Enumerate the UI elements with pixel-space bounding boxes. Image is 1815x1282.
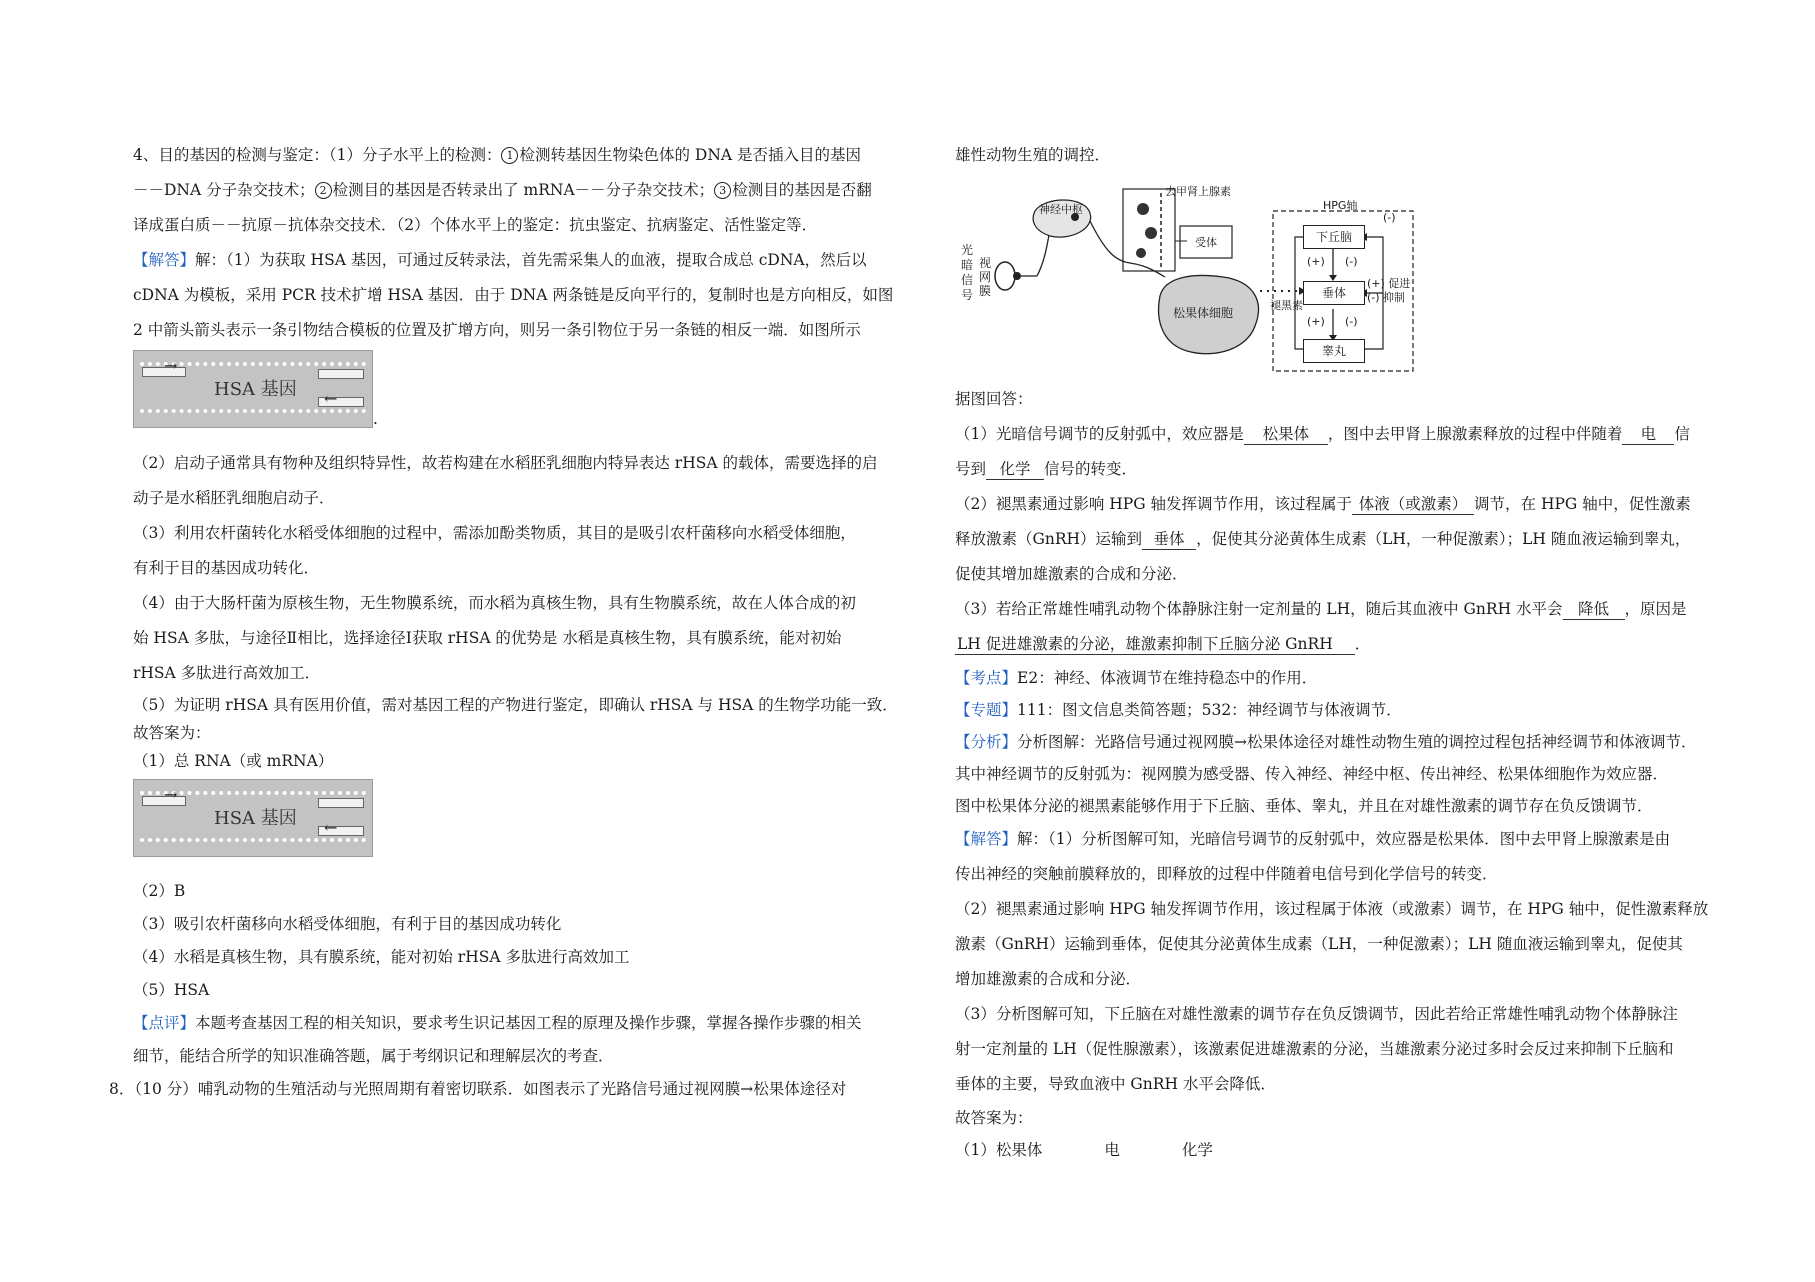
- q2-line-1: （2）褪黑素通过影响 HPG 轴发挥调节作用，该过程属于 体液（或激素） 调节，在 HPG 轴中，促性激素: [955, 495, 1691, 513]
- answer-3: （3）吸引农杆菌移向水稻受体细胞，有利于目的基因成功转化: [133, 915, 562, 933]
- paragraph-4-line-3: 译成蛋白质－－抗原－抗体杂交技术．（2）个体水平上的鉴定：抗虫鉴定、抗病鉴定、活性鉴定等．: [133, 216, 818, 234]
- question-8-line-1: 8．（10 分）哺乳动物的生殖活动与光照周期有着密切联系．如图表示了光路信号通过视网膜→松果体途径对: [109, 1080, 847, 1098]
- q3-line-2: LH 促进雄激素的分泌，雄激素抑制下丘脑分泌 GnRH ．: [957, 635, 1371, 653]
- section-3-line-1: （3）利用农杆菌转化水稻受体细胞的过程中，需添加酚类物质，其目的是吸引农杆菌移向水稻受体细胞，: [133, 524, 856, 542]
- q1-line-1: （1）光暗信号调节的反射弧中，效应器是 松果体 ，图中去甲肾上腺激素释放的过程中伴随着 电 信: [955, 425, 1690, 443]
- answer-line-2: cDNA 为模板，采用 PCR 技术扩增 HSA 基因．由于 DNA 两条链是反向平行的，复制时也是方向相反，如图: [133, 286, 894, 304]
- solution-line-1: 【解答】解：（1）分析图解可知，光暗信号调节的反射弧中，效应器是松果体．图中去甲肾上腺激素是由: [955, 830, 1671, 848]
- hsa-gene-label-1: HSA 基因: [214, 379, 297, 400]
- pineal-cell-label: 松果体细胞: [1173, 306, 1234, 320]
- hypothalamus-box: 下丘脑: [1303, 225, 1365, 249]
- solution-line-6: （3）分析图解可知，下丘脑在对雄性激素的调节存在负反馈调节，因此若给正常雄性哺乳动物个体静脉注: [955, 1005, 1678, 1023]
- analysis-line-3: 图中松果体分泌的褪黑素能够作用于下丘脑、垂体、睾丸，并且在对雄性激素的调节存在负反馈调节．: [955, 797, 1653, 815]
- plus-sign-1: (+): [1307, 255, 1325, 268]
- blank-q1-chemical: 化学: [986, 459, 1044, 480]
- analysis-tag: 【分析】: [955, 733, 1018, 751]
- topic-line: 【专题】111：图文信息类简答题；532：神经调节与体液调节．: [955, 701, 1402, 719]
- section-5-line-1: （5）为证明 rHSA 具有医用价值，需对基因工程的产物进行鉴定，即确认 rHSA 与 HSA 的生物学功能一致．: [133, 696, 898, 714]
- section-4-line-2: 始 HSA 多肽，与途径Ⅱ相比，选择途径Ⅰ获取 rHSA 的优势是 水稻是真核生物，具有膜系统，能对初始: [133, 629, 842, 647]
- blank-q2-target: 垂体: [1142, 529, 1196, 550]
- question-8-line-2: 雄性动物生殖的调控．: [955, 146, 1111, 164]
- hpg-axis-diagram: [955, 181, 1425, 376]
- legend-inhibit: (-) 抑制: [1367, 291, 1406, 304]
- analysis-line-1: 【分析】分析图解：光路信号通过视网膜→松果体途径对雄性动物生殖的调控过程包括神经调节和体液调节．: [955, 733, 1697, 751]
- answer-line-3: 2 中箭头箭头表示一条引物结合模板的位置及扩增方向，则另一条引物位于另一条链的相反一端．如图所示: [133, 321, 861, 339]
- minus-sign-1: (-): [1345, 255, 1358, 268]
- blank-q2-regulation: 体液（或激素）: [1352, 494, 1474, 515]
- minus-sign-2: (-): [1345, 315, 1358, 328]
- solution-line-7: 射一定剂量的 LH（促性腺激素），该激素促进雄激素的分泌，当雄激素分泌过多时会反过来抑制下丘脑和: [955, 1040, 1674, 1058]
- section-3-line-2: 有利于目的基因成功转化．: [133, 559, 320, 577]
- arrow-right-icon: →: [164, 785, 178, 804]
- paragraph-4-line-2: －－DNA 分子杂交技术； 2 检测目的基因是否转录出了 mRNA－－分子杂交技术； 3 检测目的基因是否翻: [133, 181, 872, 199]
- intro-line: 据图回答：: [955, 390, 1033, 408]
- trailing-period: .: [373, 410, 378, 428]
- nerve-center-label: 神经中枢: [1039, 203, 1083, 216]
- answers-title: 故答案为：: [955, 1109, 1033, 1127]
- plus-sign-2: (+): [1307, 315, 1325, 328]
- comment-line-2: 细节，能结合所学的知识准确答题，属于考纲识记和理解层次的考查．: [133, 1047, 614, 1065]
- legend-promote: (+) 促进: [1367, 277, 1411, 290]
- pituitary-box: 垂体: [1303, 281, 1365, 305]
- left-column: [109, 138, 903, 1106]
- strand-bottom: [140, 409, 366, 413]
- hsa-gene-label-2: HSA 基因: [214, 808, 297, 829]
- q2-line-2: 释放激素（GnRH）运输到 垂体 ，促使其分泌黄体生成素（LH，一种促激素）；LH 随血液运输到睾丸，: [955, 530, 1691, 548]
- solution-line-3: （2）褪黑素通过影响 HPG 轴发挥调节作用，该过程属于体液（或激素）调节，在 HPG 轴中，促性激素释放: [955, 900, 1709, 918]
- answer-5: （5）HSA: [133, 981, 210, 999]
- answer-tag: 【解答】: [133, 251, 196, 269]
- solution-line-4: 激素（GnRH）运输到垂体，促使其分泌黄体生成素（LH，一种促激素）；LH 随血液运输到睾丸，促使其: [955, 935, 1683, 953]
- section-4-line-1: （4）由于大肠杆菌为原核生物，无生物膜系统，而水稻为真核生物，具有生物膜系统，故在人体合成的初: [133, 594, 856, 612]
- hsa-gene-photo-1: [133, 350, 373, 428]
- solution-tag: 【解答】: [955, 830, 1018, 848]
- arrow-left-icon: ←: [324, 818, 338, 837]
- melatonin-label: 褪黑素: [1270, 299, 1303, 312]
- norepinephrine-label: 去甲肾上腺素: [1165, 185, 1231, 198]
- section-2-line-1: （2）启动子通常具有物种及组织特异性，故若构建在水稻胚乳细胞内特异表达 rHSA 的载体，需要选择的启: [133, 454, 878, 472]
- hsa-gene-photo-2: [133, 779, 373, 857]
- blank-q3-level: 降低: [1563, 599, 1625, 620]
- hpg-axis-label: HPG轴: [1323, 199, 1358, 212]
- primer-right-top: [318, 798, 364, 808]
- blank-q3-reason: LH 促进雄激素的分泌，雄激素抑制下丘脑分泌 GnRH: [955, 634, 1355, 655]
- circled-number-2: 2: [315, 182, 332, 199]
- knowledge-point-line: 【考点】E2：神经、体液调节在维持稳态中的作用．: [955, 669, 1318, 687]
- q3-line-1: （3）若给正常雄性哺乳动物个体静脉注射一定剂量的 LH，随后其血液中 GnRH 水平会 降低 ，原因是: [955, 600, 1687, 618]
- answer-2: （2）B: [133, 882, 186, 900]
- topic-tag: 【专题】: [955, 701, 1018, 719]
- section-2-line-2: 动子是水稻胚乳细胞启动子．: [133, 489, 335, 507]
- primer-right-top: [318, 369, 364, 379]
- blank-q1-electric: 电: [1622, 424, 1674, 445]
- testis-box: 睾丸: [1303, 339, 1365, 363]
- retina-label: 视 网 膜: [979, 256, 992, 298]
- knowledge-point-tag: 【考点】: [955, 669, 1018, 687]
- solution-line-8: 垂体的主要，导致血液中 GnRH 水平会降低．: [955, 1075, 1276, 1093]
- minus-sign-3: (-): [1383, 211, 1396, 224]
- arrow-right-icon: →: [164, 356, 178, 375]
- analysis-line-2: 其中神经调节的反射弧为：视网膜为感受器、传入神经、神经中枢、传出神经、松果体细胞作为效应器．: [955, 765, 1669, 783]
- q2-line-3: 促使其增加雄激素的合成和分泌．: [955, 565, 1188, 583]
- solution-line-5: 增加雄激素的合成和分泌．: [955, 970, 1142, 988]
- strand-bottom: [140, 838, 366, 842]
- answer-line-1: 【解答】解：（1）为获取 HSA 基因，可通过反转录法，首先需采集人的血液，提取合成总 cDNA，然后以: [133, 251, 867, 269]
- receptor-label: 受体: [1195, 236, 1217, 249]
- circled-number-1: 1: [501, 147, 518, 164]
- paragraph-4-line-1: 4、目的基因的检测与鉴定：（1）分子水平上的检测： 1 检测转基因生物染色体的 DNA 是否插入目的基因: [133, 146, 862, 164]
- right-column: [955, 138, 1735, 1166]
- blank-q1-effector: 松果体: [1244, 424, 1328, 445]
- circled-number-3: 3: [714, 182, 731, 199]
- q1-line-2: 号到 化学 信号的转变．: [955, 460, 1138, 478]
- section-4-line-3: rHSA 多肽进行高效加工．: [133, 664, 321, 682]
- answer-1: （1）松果体 电 化学: [955, 1141, 1213, 1159]
- hsa-gene-figure-row-1: [133, 350, 903, 428]
- light-signal-label: 光 暗 信 号: [961, 243, 974, 302]
- comment-tag: 【点评】: [133, 1014, 196, 1032]
- arrow-left-icon: ←: [324, 389, 338, 408]
- answers-title: 故答案为：: [133, 724, 211, 742]
- answer-1: （1）总 RNA（或 mRNA）: [133, 752, 334, 770]
- answer-4: （4）水稻是真核生物，具有膜系统，能对初始 rHSA 多肽进行高效加工: [133, 948, 630, 966]
- solution-line-2: 传出神经的突触前膜释放的，即释放的过程中伴随着电信号到化学信号的转变．: [955, 865, 1498, 883]
- comment-line-1: 【点评】本题考查基因工程的相关知识，要求考生识记基因工程的原理及操作步骤，掌握各操作步骤的相关: [133, 1014, 862, 1032]
